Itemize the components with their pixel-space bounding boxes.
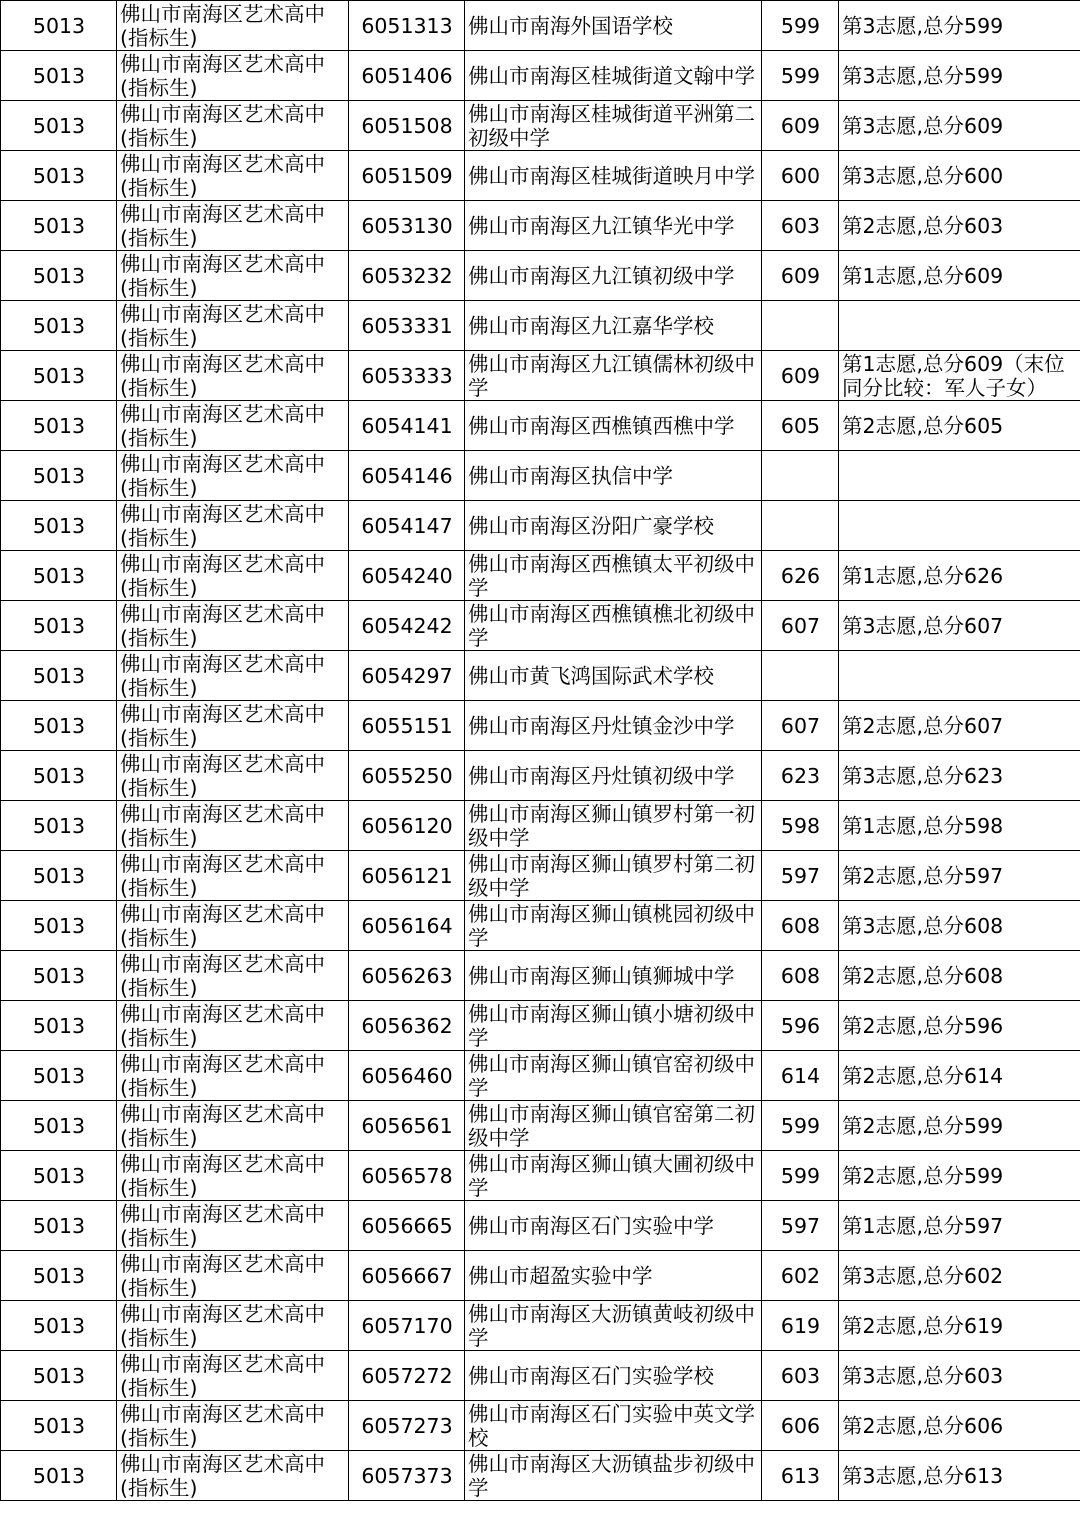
cell-score: 623 — [762, 751, 839, 801]
table-row — [1, 901, 1080, 951]
cell-middle-school-code: 6056362 — [349, 1001, 465, 1051]
cell-school-code: 5013 — [1, 1251, 117, 1301]
cell-school-name: 佛山市南海区艺术高中(指标生) — [117, 701, 349, 751]
cell-admission-note: 第1志愿,总分626 — [839, 551, 1080, 601]
cell-score: 603 — [762, 201, 839, 251]
cell-score: 613 — [762, 1451, 839, 1501]
cell-school-name: 佛山市南海区艺术高中(指标生) — [117, 201, 349, 251]
cell-school-code: 5013 — [1, 801, 117, 851]
table-row — [1, 51, 1080, 101]
cell-middle-school-code: 6056120 — [349, 801, 465, 851]
cell-middle-school-name: 佛山市南海区桂城街道映月中学 — [465, 151, 762, 201]
table-row — [1, 701, 1080, 751]
cell-admission-note: 第2志愿,总分599 — [839, 1151, 1080, 1201]
cell-school-name: 佛山市南海区艺术高中(指标生) — [117, 151, 349, 201]
cell-middle-school-name: 佛山市南海区狮山镇小塘初级中学 — [465, 1001, 762, 1051]
cell-school-code: 5013 — [1, 1, 117, 51]
cell-admission-note — [839, 301, 1080, 351]
cell-school-code: 5013 — [1, 1151, 117, 1201]
cell-admission-note: 第2志愿,总分608 — [839, 951, 1080, 1001]
cell-school-code: 5013 — [1, 251, 117, 301]
cell-admission-note: 第1志愿,总分609 — [839, 251, 1080, 301]
cell-middle-school-code: 6057373 — [349, 1451, 465, 1501]
cell-school-code: 5013 — [1, 651, 117, 701]
cell-school-name: 佛山市南海区艺术高中(指标生) — [117, 401, 349, 451]
cell-school-code: 5013 — [1, 51, 117, 101]
cell-middle-school-name: 佛山市南海区大沥镇盐步初级中学 — [465, 1451, 762, 1501]
cell-school-name: 佛山市南海区艺术高中(指标生) — [117, 301, 349, 351]
cell-score: 609 — [762, 351, 839, 401]
cell-middle-school-code: 6054141 — [349, 401, 465, 451]
cell-middle-school-code: 6056263 — [349, 951, 465, 1001]
table-row — [1, 1051, 1080, 1101]
cell-admission-note: 第3志愿,总分623 — [839, 751, 1080, 801]
cell-school-code: 5013 — [1, 401, 117, 451]
cell-score: 599 — [762, 51, 839, 101]
table-row — [1, 301, 1080, 351]
cell-middle-school-name: 佛山市南海区西樵镇太平初级中学 — [465, 551, 762, 601]
cell-admission-note — [839, 451, 1080, 501]
table-row — [1, 151, 1080, 201]
cell-admission-note: 第2志愿,总分605 — [839, 401, 1080, 451]
cell-middle-school-code: 6054147 — [349, 501, 465, 551]
cell-middle-school-name: 佛山市南海外国语学校 — [465, 1, 762, 51]
cell-middle-school-code: 6056460 — [349, 1051, 465, 1101]
cell-school-code: 5013 — [1, 901, 117, 951]
cell-admission-note: 第3志愿,总分613 — [839, 1451, 1080, 1501]
cell-admission-note: 第1志愿,总分597 — [839, 1201, 1080, 1251]
cell-middle-school-code: 6056121 — [349, 851, 465, 901]
cell-middle-school-name: 佛山市超盈实验中学 — [465, 1251, 762, 1301]
cell-middle-school-name: 佛山市南海区西樵镇西樵中学 — [465, 401, 762, 451]
cell-school-name: 佛山市南海区艺术高中(指标生) — [117, 1401, 349, 1451]
cell-middle-school-code: 6051509 — [349, 151, 465, 201]
cell-middle-school-name: 佛山市南海区狮山镇大圃初级中学 — [465, 1151, 762, 1201]
cell-admission-note: 第2志愿,总分614 — [839, 1051, 1080, 1101]
table-row — [1, 1301, 1080, 1351]
cell-admission-note: 第3志愿,总分607 — [839, 601, 1080, 651]
cell-middle-school-name: 佛山市南海区九江镇华光中学 — [465, 201, 762, 251]
cell-school-name: 佛山市南海区艺术高中(指标生) — [117, 1001, 349, 1051]
cell-middle-school-name: 佛山市黄飞鸿国际武术学校 — [465, 651, 762, 701]
table-row — [1, 501, 1080, 551]
cell-score: 608 — [762, 951, 839, 1001]
cell-middle-school-name: 佛山市南海区九江嘉华学校 — [465, 301, 762, 351]
cell-score: 607 — [762, 701, 839, 751]
cell-middle-school-code: 6053130 — [349, 201, 465, 251]
cell-school-code: 5013 — [1, 451, 117, 501]
cell-middle-school-name: 佛山市南海区汾阳广豪学校 — [465, 501, 762, 551]
cell-middle-school-name: 佛山市南海区九江镇儒林初级中学 — [465, 351, 762, 401]
cell-school-code: 5013 — [1, 301, 117, 351]
cell-score: 599 — [762, 1, 839, 51]
cell-score: 598 — [762, 801, 839, 851]
cell-middle-school-name: 佛山市南海区狮山镇狮城中学 — [465, 951, 762, 1001]
table-row — [1, 1351, 1080, 1401]
cell-school-name: 佛山市南海区艺术高中(指标生) — [117, 51, 349, 101]
cell-middle-school-name: 佛山市南海区西樵镇樵北初级中学 — [465, 601, 762, 651]
cell-score: 597 — [762, 1201, 839, 1251]
cell-school-name: 佛山市南海区艺术高中(指标生) — [117, 951, 349, 1001]
cell-middle-school-name: 佛山市南海区狮山镇官窑初级中学 — [465, 1051, 762, 1101]
cell-score: 603 — [762, 1351, 839, 1401]
cell-score: 609 — [762, 251, 839, 301]
table-row — [1, 1451, 1080, 1501]
cell-school-code: 5013 — [1, 1401, 117, 1451]
cell-school-code: 5013 — [1, 501, 117, 551]
cell-school-name: 佛山市南海区艺术高中(指标生) — [117, 901, 349, 951]
cell-middle-school-name: 佛山市南海区石门实验学校 — [465, 1351, 762, 1401]
cell-middle-school-code: 6055250 — [349, 751, 465, 801]
table-row — [1, 201, 1080, 251]
cell-score: 608 — [762, 901, 839, 951]
cell-admission-note: 第3志愿,总分599 — [839, 1, 1080, 51]
cell-admission-note: 第3志愿,总分599 — [839, 51, 1080, 101]
cell-school-code: 5013 — [1, 1001, 117, 1051]
table-row — [1, 401, 1080, 451]
cell-score: 596 — [762, 1001, 839, 1051]
cell-school-code: 5013 — [1, 1201, 117, 1251]
cell-middle-school-name: 佛山市南海区狮山镇桃园初级中学 — [465, 901, 762, 951]
cell-admission-note: 第3志愿,总分608 — [839, 901, 1080, 951]
cell-score — [762, 501, 839, 551]
cell-middle-school-name: 佛山市南海区桂城街道平洲第二初级中学 — [465, 101, 762, 151]
cell-middle-school-name: 佛山市南海区丹灶镇初级中学 — [465, 751, 762, 801]
cell-school-code: 5013 — [1, 1051, 117, 1101]
cell-middle-school-code: 6051508 — [349, 101, 465, 151]
cell-score — [762, 651, 839, 701]
cell-school-name: 佛山市南海区艺术高中(指标生) — [117, 601, 349, 651]
cell-middle-school-code: 6055151 — [349, 701, 465, 751]
cell-middle-school-code: 6057170 — [349, 1301, 465, 1351]
table-row — [1, 1151, 1080, 1201]
cell-school-name: 佛山市南海区艺术高中(指标生) — [117, 351, 349, 401]
cell-middle-school-code: 6056164 — [349, 901, 465, 951]
cell-score: 619 — [762, 1301, 839, 1351]
cell-school-code: 5013 — [1, 1351, 117, 1401]
cell-school-code: 5013 — [1, 101, 117, 151]
cell-score: 606 — [762, 1401, 839, 1451]
cell-school-name: 佛山市南海区艺术高中(指标生) — [117, 1, 349, 51]
cell-admission-note — [839, 651, 1080, 701]
cell-school-name: 佛山市南海区艺术高中(指标生) — [117, 251, 349, 301]
cell-admission-note: 第2志愿,总分599 — [839, 1101, 1080, 1151]
cell-school-code: 5013 — [1, 1301, 117, 1351]
cell-middle-school-code: 6056665 — [349, 1201, 465, 1251]
cell-admission-note: 第2志愿,总分596 — [839, 1001, 1080, 1051]
cell-admission-note: 第3志愿,总分602 — [839, 1251, 1080, 1301]
cell-school-name: 佛山市南海区艺术高中(指标生) — [117, 1151, 349, 1201]
cell-score: 607 — [762, 601, 839, 651]
cell-school-code: 5013 — [1, 201, 117, 251]
cell-school-code: 5013 — [1, 351, 117, 401]
cell-middle-school-code: 6054240 — [349, 551, 465, 601]
table-row — [1, 1001, 1080, 1051]
table-row — [1, 1401, 1080, 1451]
cell-score: 599 — [762, 1101, 839, 1151]
table-row — [1, 801, 1080, 851]
cell-school-code: 5013 — [1, 751, 117, 801]
cell-middle-school-name: 佛山市南海区狮山镇官窑第二初级中学 — [465, 1101, 762, 1151]
cell-admission-note: 第3志愿,总分609 — [839, 101, 1080, 151]
cell-middle-school-code: 6053333 — [349, 351, 465, 401]
cell-middle-school-name: 佛山市南海区九江镇初级中学 — [465, 251, 762, 301]
cell-school-code: 5013 — [1, 951, 117, 1001]
cell-score — [762, 301, 839, 351]
cell-middle-school-name: 佛山市南海区石门实验中英文学校 — [465, 1401, 762, 1451]
cell-school-code: 5013 — [1, 851, 117, 901]
cell-school-name: 佛山市南海区艺术高中(指标生) — [117, 551, 349, 601]
cell-school-name: 佛山市南海区艺术高中(指标生) — [117, 651, 349, 701]
table-row — [1, 1101, 1080, 1151]
cell-school-code: 5013 — [1, 701, 117, 751]
cell-admission-note: 第1志愿,总分609（末位同分比较：军人子女） — [839, 351, 1080, 401]
cell-score: 599 — [762, 1151, 839, 1201]
table-row — [1, 851, 1080, 901]
cell-school-name: 佛山市南海区艺术高中(指标生) — [117, 751, 349, 801]
table-row — [1, 751, 1080, 801]
cell-school-name: 佛山市南海区艺术高中(指标生) — [117, 851, 349, 901]
table-row — [1, 1201, 1080, 1251]
table-row — [1, 251, 1080, 301]
cell-admission-note: 第2志愿,总分619 — [839, 1301, 1080, 1351]
cell-middle-school-name: 佛山市南海区石门实验中学 — [465, 1201, 762, 1251]
cell-school-name: 佛山市南海区艺术高中(指标生) — [117, 801, 349, 851]
cell-school-name: 佛山市南海区艺术高中(指标生) — [117, 1451, 349, 1501]
cell-school-name: 佛山市南海区艺术高中(指标生) — [117, 1351, 349, 1401]
cell-middle-school-code: 6057272 — [349, 1351, 465, 1401]
cell-score: 605 — [762, 401, 839, 451]
cell-score: 626 — [762, 551, 839, 601]
cell-score: 614 — [762, 1051, 839, 1101]
cell-middle-school-code: 6053331 — [349, 301, 465, 351]
cell-school-name: 佛山市南海区艺术高中(指标生) — [117, 1101, 349, 1151]
cell-middle-school-code: 6054297 — [349, 651, 465, 701]
cell-score: 597 — [762, 851, 839, 901]
cell-admission-note: 第2志愿,总分603 — [839, 201, 1080, 251]
cell-middle-school-name: 佛山市南海区狮山镇罗村第二初级中学 — [465, 851, 762, 901]
cell-middle-school-code: 6051406 — [349, 51, 465, 101]
cell-middle-school-code: 6051313 — [349, 1, 465, 51]
cell-middle-school-name: 佛山市南海区狮山镇罗村第一初级中学 — [465, 801, 762, 851]
cell-score — [762, 451, 839, 501]
cell-middle-school-name: 佛山市南海区丹灶镇金沙中学 — [465, 701, 762, 751]
cell-middle-school-code: 6057273 — [349, 1401, 465, 1451]
table-row — [1, 1251, 1080, 1301]
cell-score: 609 — [762, 101, 839, 151]
cell-school-name: 佛山市南海区艺术高中(指标生) — [117, 501, 349, 551]
table-row — [1, 351, 1080, 401]
cell-middle-school-name: 佛山市南海区桂城街道文翰中学 — [465, 51, 762, 101]
cell-middle-school-code: 6054242 — [349, 601, 465, 651]
cell-school-name: 佛山市南海区艺术高中(指标生) — [117, 451, 349, 501]
cell-school-name: 佛山市南海区艺术高中(指标生) — [117, 1051, 349, 1101]
cell-admission-note: 第2志愿,总分606 — [839, 1401, 1080, 1451]
cell-admission-note: 第3志愿,总分600 — [839, 151, 1080, 201]
cell-school-name: 佛山市南海区艺术高中(指标生) — [117, 1251, 349, 1301]
cell-middle-school-code: 6056667 — [349, 1251, 465, 1301]
cell-middle-school-code: 6054146 — [349, 451, 465, 501]
table-row — [1, 651, 1080, 701]
cell-school-code: 5013 — [1, 1451, 117, 1501]
cell-middle-school-code: 6053232 — [349, 251, 465, 301]
table-row — [1, 451, 1080, 501]
table-row — [1, 551, 1080, 601]
cell-middle-school-name: 佛山市南海区大沥镇黄岐初级中学 — [465, 1301, 762, 1351]
cell-middle-school-name: 佛山市南海区执信中学 — [465, 451, 762, 501]
table-row — [1, 1, 1080, 51]
cell-admission-note: 第1志愿,总分598 — [839, 801, 1080, 851]
table-row — [1, 601, 1080, 651]
table-body — [1, 1, 1080, 1501]
cell-middle-school-code: 6056561 — [349, 1101, 465, 1151]
cell-school-code: 5013 — [1, 601, 117, 651]
table-row — [1, 951, 1080, 1001]
cell-school-name: 佛山市南海区艺术高中(指标生) — [117, 1201, 349, 1251]
cell-school-name: 佛山市南海区艺术高中(指标生) — [117, 1301, 349, 1351]
cell-middle-school-code: 6056578 — [349, 1151, 465, 1201]
cell-admission-note — [839, 501, 1080, 551]
cell-school-name: 佛山市南海区艺术高中(指标生) — [117, 101, 349, 151]
cell-admission-note: 第2志愿,总分597 — [839, 851, 1080, 901]
cell-school-code: 5013 — [1, 151, 117, 201]
cell-admission-note: 第3志愿,总分603 — [839, 1351, 1080, 1401]
cell-score: 602 — [762, 1251, 839, 1301]
table-row — [1, 101, 1080, 151]
cell-admission-note: 第2志愿,总分607 — [839, 701, 1080, 751]
cell-score: 600 — [762, 151, 839, 201]
cell-school-code: 5013 — [1, 1101, 117, 1151]
cell-school-code: 5013 — [1, 551, 117, 601]
